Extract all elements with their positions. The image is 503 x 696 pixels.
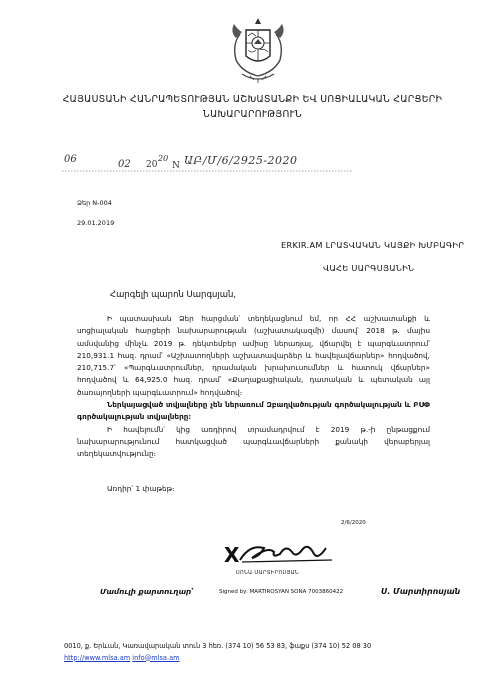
footer-address: 0010, ք. Երևան, Կառավարական տուն 3 հեռ. (374 10) 56 53 83, ֆաքս (374 10) 52 08 30 [64,642,372,650]
registration-n-label: N [172,161,180,171]
registration-month: 02 [118,159,131,170]
footer-email-link[interactable]: info@mlsa.am [132,653,180,662]
footer [64,641,371,664]
post-title: Մամուլի քարտուղար՝ [100,587,194,596]
registration-day: 06 [64,154,77,165]
addressee-name: ՎԱՀԵ ՍԱՐԳՍՅԱՆԻՆ [323,263,415,273]
ministry-name-line2: ՆԱԽԱՐԱՐՈՒԹՅՈՒՆ [203,109,302,120]
footer-website-link[interactable]: http://www.mlsa.am [64,653,131,662]
body-paragraph-3: Ի հավելումն՝ կից առդիրով տրամադրվում է 2019 թ.-ի ընթացքում նախարարությունում հատկացված պարգևավճարների քանակի վերաբերյալ տեղեկատվությունը։ [77,424,430,459]
signature-date: 2/6/2020 [341,520,366,526]
reference-date: 29.01.2019 [77,219,115,227]
signatory-name: Ս. Մարտիրոսյան [381,587,461,596]
greeting: Հարգելի պարոն Սարգսյան, [110,290,237,300]
signature-x-mark: X [224,543,240,567]
letter-body [77,313,430,461]
digital-signature-note: Signed by: MARTIROSYAN SONA 7003860422 [219,589,344,595]
coat-of-arms-emblem [228,14,288,86]
registration-year-suffix: 20 [158,154,169,163]
signature-name-caption: ՍՈՆԱ ՄԱՐՏԻՐՈՍՅԱՆ [236,570,299,576]
handwritten-signature [222,530,340,570]
body-paragraph-2: Ներկայացված տվյալները չեն ներառում Զբաղվածության գործակալության և ԲՍՓ գործակալության տվյալները։ [77,400,430,422]
attachment-note: Առդիր՝ 1 փաթեթ։ [107,484,175,493]
registration-year-prefix: 20 [146,160,158,170]
body-paragraph-1: Ի պատասխան Ձեր հարցման՝ տեղեկացնում եմ, որ ՀՀ աշխատանքի և սոցիալական հարցերի նախարարության (աշխատակազմի) մասով՝ 2018 թ. մայիս ամսվանից մինչև 2019 թ. դեկտեմբեր ամիսը ներառյալ, վճարվել է պարգևատրում՝ 210,931.1 հազ. դրամ՝ «Աշխատողների աշխատավարձեր և հավելավճարներ» հոդվածով, 210,715.7՝ «Պարգևատրումներ, դրամական խրախուսումներ և հատուկ վճարներ» հոդվածով և 64,925.0 հազ. դրամ՝ «Քաղաքացիական, դատական և պետական այլ ծառայողների պարգևատրում» հոդվածով։ [77,314,430,397]
ministry-name-line1: ՀԱՅԱՍՏԱՆԻ ՀԱՆՐԱՊԵՏՈՒԹՅԱՆ ԱՇԽԱՏԱՆՔԻ ԵՎ ՍՈՑԻԱԼԱԿԱՆ ՀԱՐՑԵՐԻ [62,94,443,105]
reference-number: Ձեր N-004 [77,199,112,207]
ministry-name [40,92,465,122]
addressee-organization: ERKIR.AM ԼՐԱՏՎԱԿԱՆ ԿԱՅՔԻ ԽՄԲԱԳԻՐ [281,240,465,250]
registration-number: ԱԲ/Մ/6/2925-2020 [184,154,298,167]
